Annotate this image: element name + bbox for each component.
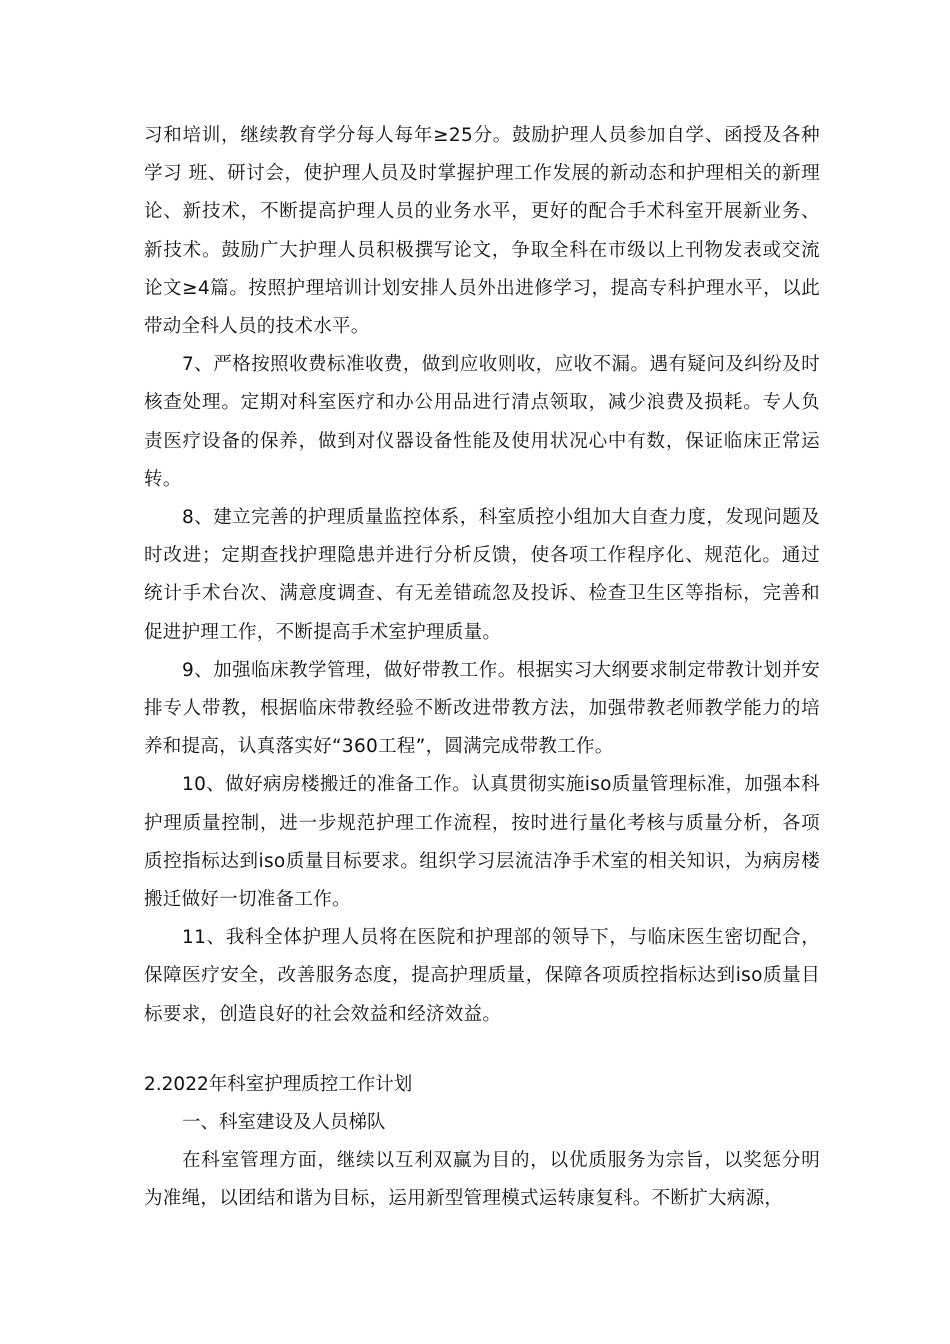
paragraph-management: 在科室管理方面，继续以互利双赢为目的，以优质服务为宗旨，以奖惩分明为准绳，以团结和谐为目标，运用新型管理模式运转康复科。不断扩大病源，: [144, 1150, 820, 1210]
paragraph-item-9: 9、加强临床教学管理，做好带教工作。根据实习大纲要求制定带教计划并安排专人带教，根据临床带教经验不断改进带教方法，加强带教老师教学能力的培养和提高，认真落实好“360工程”，圆满完成带教工作。: [144, 659, 820, 758]
paragraph-item-7: 7、严格按照收费标准收费，做到应收则收，应收不漏。遇有疑问及纠纷及时核查处理。定期对科室医疗和办公用品进行清点领取，减少浪费及损耗。专人负责医疗设备的保养，做到对仪器设备性能及使用状况心中有数，保证临床正常运转。: [144, 354, 820, 490]
section-title: 2.2022年科室护理质控工作计划: [144, 1073, 413, 1095]
paragraph-item-11: 11、我科全体护理人员将在医院和护理部的领导下，与临床医生密切配合，保障医疗安全，改善服务态度，提高护理质量，保障各项质控指标达到iso质量目标要求，创造良好的社会效益和经济效益。: [144, 927, 820, 1025]
section-spacer: [144, 1034, 820, 1066]
paragraph-training-continued: 习和培训，继续教育学分每人每年≥25分。鼓励护理人员参加自学、函授及各种学习 班、研讨会，使护理人员及时掌握护理工作发展的新动态和护理相关的新理论、新技术，不断提高护理人员的业务水平，更好的配合手术科室开展新业务、新技术。鼓励广大护理人员积极撰写论文，争取全科在市级以上刊物发表或交流论文≥4篇。按照护理培训计划安排人员外出进修学习，提高专科护理水平，以此带动全科人员的技术水平。: [144, 125, 820, 338]
paragraph-item-8: 8、建立完善的护理质量监控体系，科室质控小组加大自查力度，发现问题及时改进；定期查找护理隐患并进行分析反馈，使各项工作程序化、规范化。通过统计手术台次、满意度调查、有无差错疏忽及投诉、检查卫生区等指标，完善和促进护理工作，不断提高手术室护理质量。: [144, 507, 820, 643]
subsection-title: 一、科室建设及人员梯队: [182, 1112, 386, 1134]
document-body: [144, 117, 820, 1219]
paragraph-item-10: 10、做好病房楼搬迁的准备工作。认真贯彻实施iso质量管理标准，加强本科护理质量控制，进一步规范护理工作流程，按时进行量化考核与质量分析，各项质控指标达到iso质量目标要求。组织学习层流洁净手术室的相关知识，为病房楼搬迁做好一切准备工作。: [144, 774, 820, 911]
